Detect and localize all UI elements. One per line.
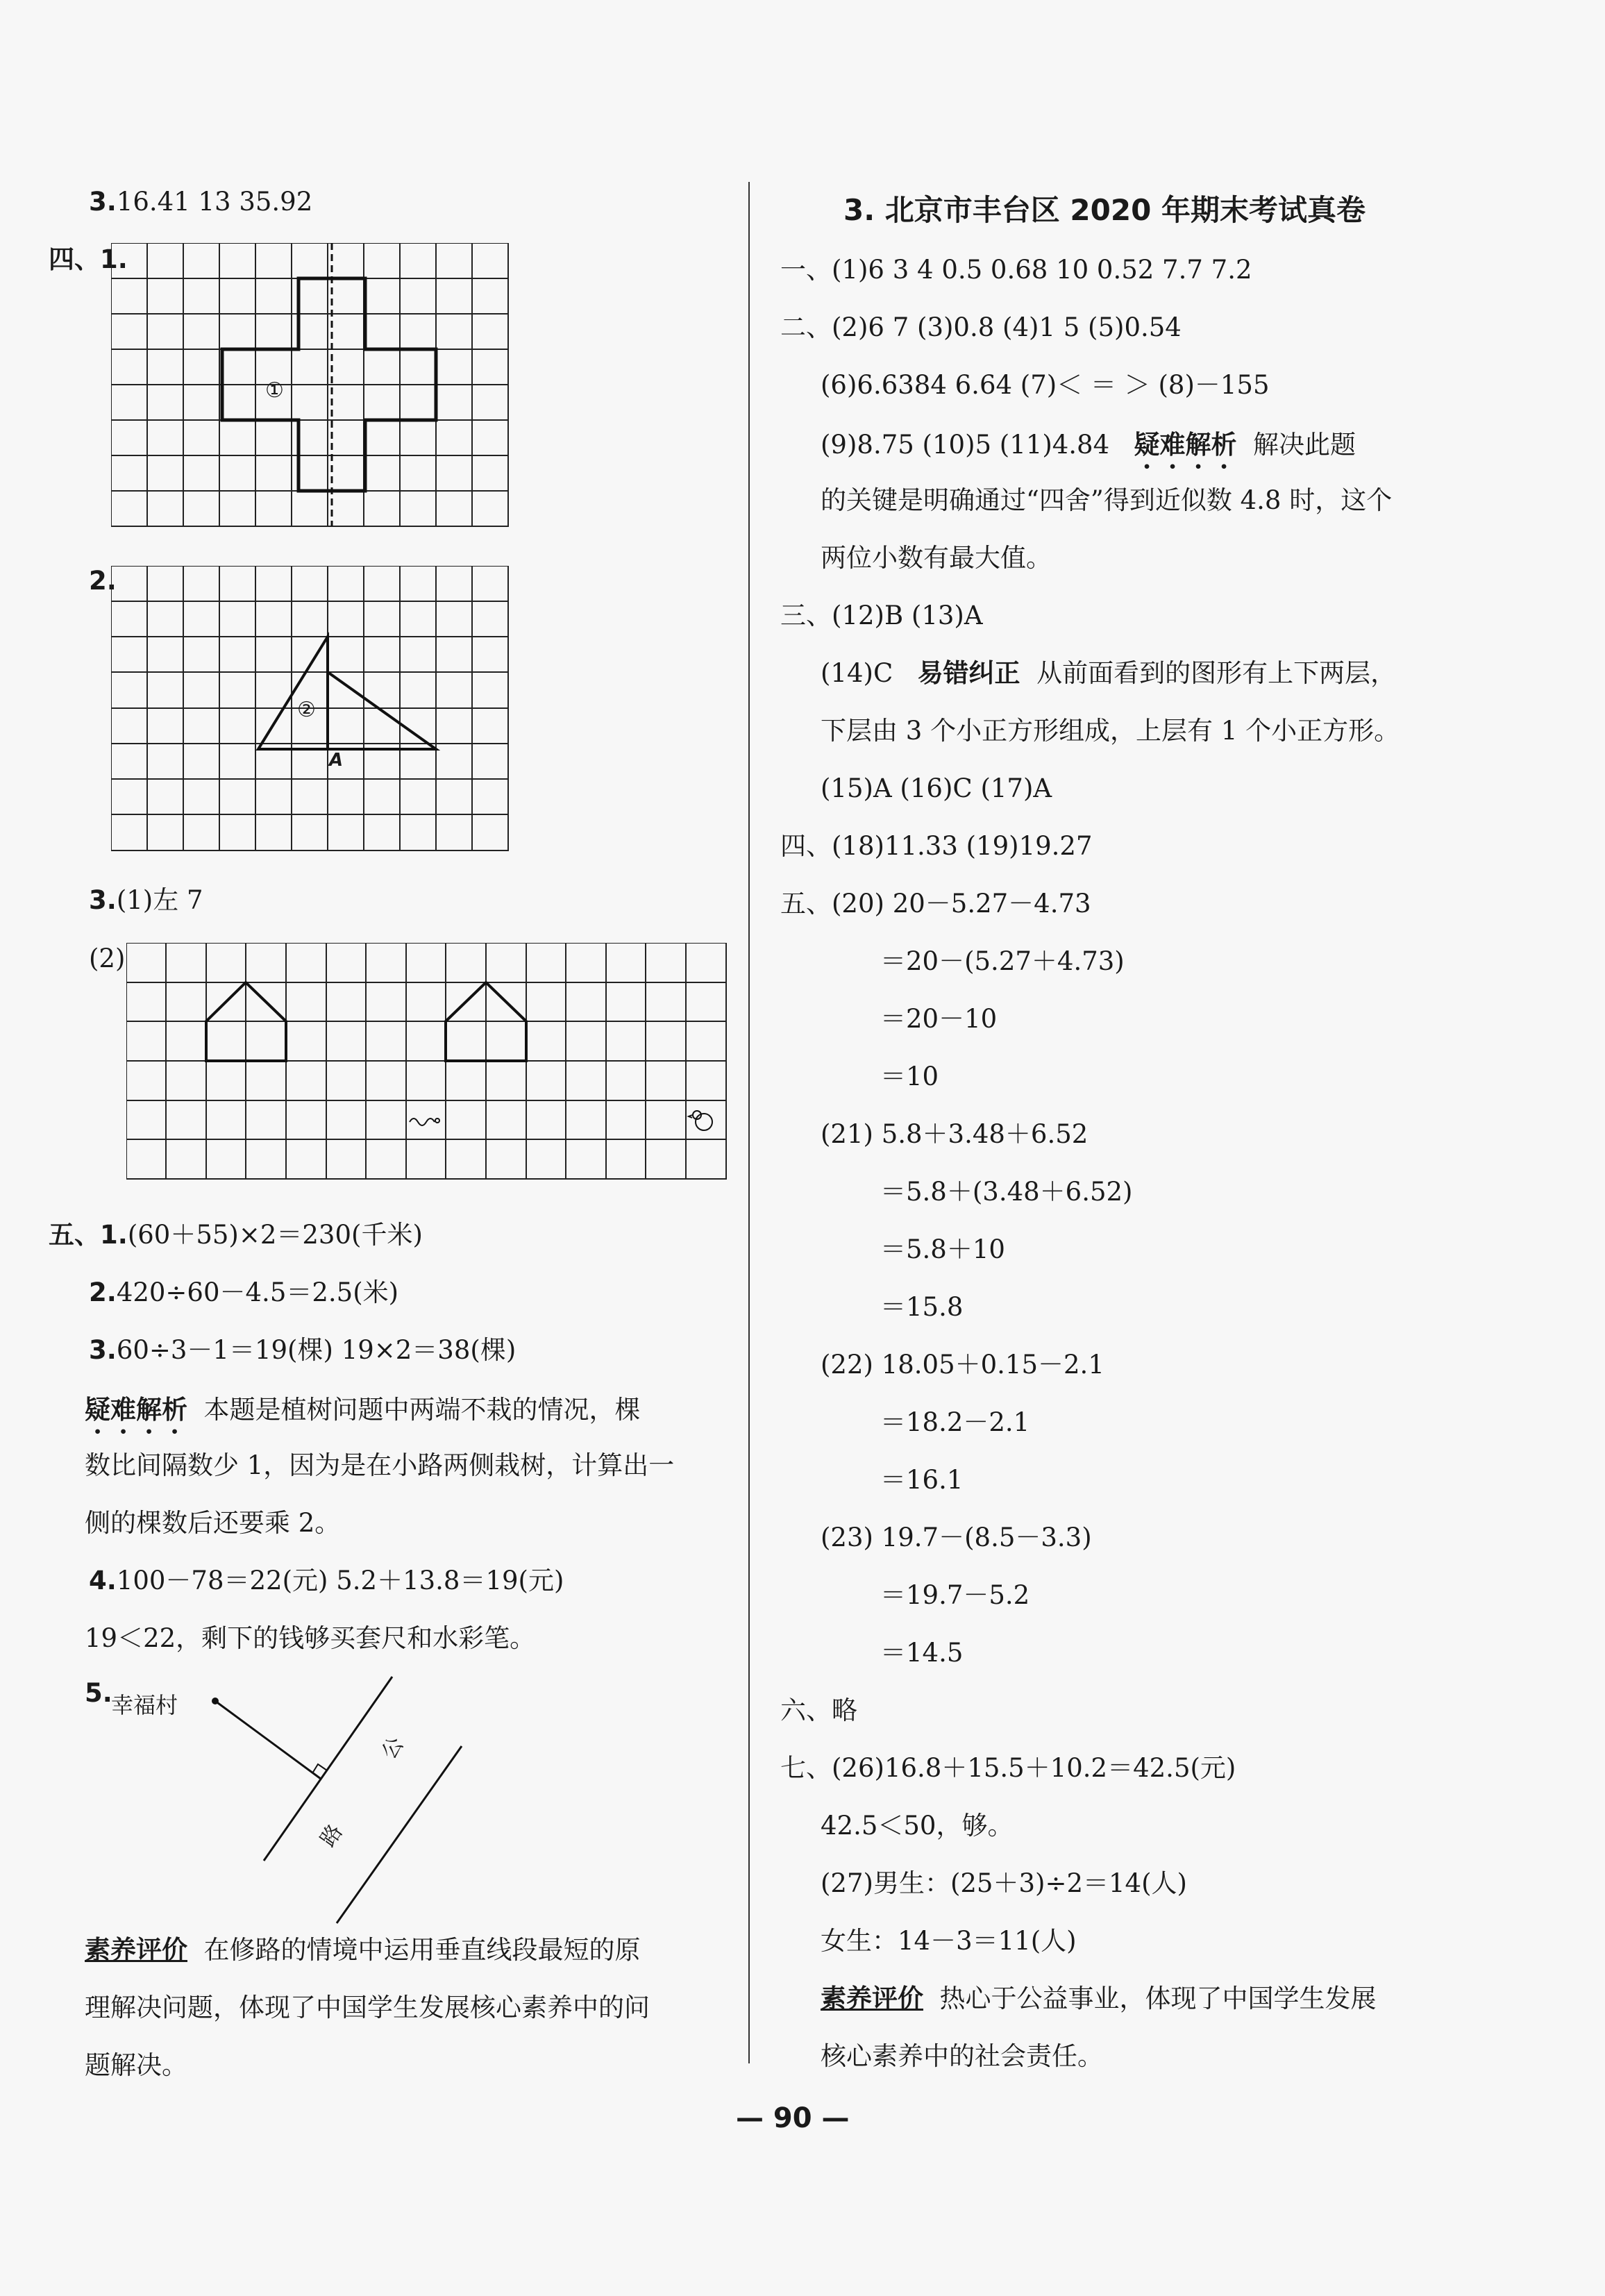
r-line-22: ＝16.1: [880, 1465, 964, 1495]
r-line-13: ＝20－(5.27＋4.73): [880, 946, 1125, 976]
grid-figure-1: [111, 243, 514, 535]
r-line-11: 四、(18)11.33 (19)19.27: [780, 831, 1093, 861]
note-1-line-2: 数比间隔数少 1，因为是在小路两侧栽树，计算出一: [85, 1450, 675, 1480]
note-1-line-1: 疑难解析 本题是植树问题中两端不栽的情况，棵: [85, 1395, 641, 1425]
grid-figure-3: [126, 943, 730, 1186]
section-4-q1-label: 四、1.: [49, 244, 128, 274]
q3-sub-label: (2): [89, 944, 126, 973]
point-a-label: A: [329, 750, 344, 771]
r-line-6: 两位小数有最大值。: [821, 543, 1052, 573]
section-5-q1: 五、1.(60＋55)×2＝230(千米): [49, 1220, 423, 1250]
section-5-q3: 3.60÷3－1＝19(棵) 19×2＝38(棵): [89, 1335, 516, 1365]
triangle-b: [328, 672, 436, 749]
r-line-21: ＝18.2－2.1: [880, 1407, 1030, 1437]
r-line-32: 核心素养中的社会责任。: [821, 2041, 1103, 2071]
r-line-29: (27)男生：(25＋3)÷2＝14(人): [821, 1868, 1187, 1898]
r-line-10: (15)A (16)C (17)A: [821, 773, 1052, 803]
r-line-7: 三、(12)B (13)A: [780, 601, 983, 630]
r-line-3: (6)6.6384 6.64 (7)＜ ＝ ＞ (8)－155: [821, 370, 1270, 400]
section-5-q4-line-2: 19＜22，剩下的钱够买套尺和水彩笔。: [85, 1623, 536, 1653]
note-2-line-1: 素养评价 在修路的情境中运用垂直线段最短的原: [85, 1935, 641, 1965]
r-line-18: ＝5.8＋10: [880, 1234, 1005, 1264]
road-diagram: [201, 1666, 479, 1930]
r-line-4: (9)8.75 (10)5 (11)4.84 疑难解析 解决此题: [821, 430, 1356, 460]
r-line-15: ＝10: [880, 1062, 939, 1091]
road-label-1: 公: [376, 1732, 409, 1764]
page-number: — 90 —: [736, 2102, 850, 2134]
r-line-5: 的关键是明确通过“四舍”得到近似数 4.8 时，这个: [821, 485, 1393, 515]
triangle-a: [258, 637, 328, 749]
r-line-25: ＝14.5: [880, 1638, 964, 1668]
r-line-19: ＝15.8: [880, 1292, 964, 1322]
r-line-24: ＝19.7－5.2: [880, 1580, 1030, 1610]
r-line-2: 二、(2)6 7 (3)0.8 (4)1 5 (5)0.54: [780, 312, 1182, 342]
road-label-2: 路: [315, 1820, 348, 1852]
r-line-14: ＝20－10: [880, 1004, 998, 1034]
r-line-31: 素养评价 热心于公益事业，体现了中国学生发展: [821, 1984, 1377, 2013]
village-label: 幸福村: [111, 1692, 178, 1718]
section-title: 3. 北京市丰台区 2020 年期末考试真卷: [843, 193, 1365, 227]
l-answer-3: 3.16.41 13 35.92: [89, 187, 313, 217]
r-line-9: 下层由 3 个小正方形组成，上层有 1 个小正方形。: [821, 716, 1400, 746]
road-edge-2: [337, 1746, 462, 1923]
figure-2-label: ②: [297, 698, 316, 722]
section-5-q2: 2.420÷60－4.5＝2.5(米): [89, 1277, 399, 1307]
note-2-line-2: 理解决问题，体现了中国学生发展核心素养中的问: [85, 1993, 650, 2022]
r-line-8: (14)C 易错纠正 从前面看到的图形有上下两层，: [821, 658, 1397, 688]
worm-icon: [410, 1118, 439, 1125]
r-line-20: (22) 18.05＋0.15－2.1: [821, 1350, 1104, 1380]
section-5-q4: 4.100－78＝22(元) 5.2＋13.8＝19(元): [89, 1566, 564, 1595]
r-line-1: 一、(1)6 3 4 0.5 0.68 10 0.52 7.7 7.2: [780, 255, 1252, 285]
q2-grid-label: 2.: [89, 566, 117, 596]
column-divider: [748, 182, 750, 2063]
note-2-line-3: 题解决。: [85, 2050, 187, 2080]
q3-line: 3.(1)左 7: [89, 885, 203, 915]
chick-icon: [689, 1111, 712, 1130]
r-line-28: 42.5＜50，够。: [821, 1811, 1014, 1841]
r-line-27: 七、(26)16.8＋15.5＋10.2＝42.5(元): [780, 1753, 1236, 1783]
r-line-26: 六、略: [780, 1695, 857, 1725]
r-line-16: (21) 5.8＋3.48＋6.52: [821, 1119, 1089, 1149]
note-1-line-3: 侧的棵数后还要乘 2。: [85, 1508, 341, 1538]
figure-1-label: ①: [265, 378, 284, 403]
r-line-12: 五、(20) 20－5.27－4.73: [780, 889, 1091, 919]
section-5-q5-label: 5.: [85, 1678, 112, 1708]
perpendicular-line: [215, 1701, 321, 1779]
r-line-30: 女生：14－3＝11(人): [821, 1926, 1077, 1956]
r-line-17: ＝5.8＋(3.48＋6.52): [880, 1177, 1133, 1207]
r-line-23: (23) 19.7－(8.5－3.3): [821, 1523, 1092, 1552]
